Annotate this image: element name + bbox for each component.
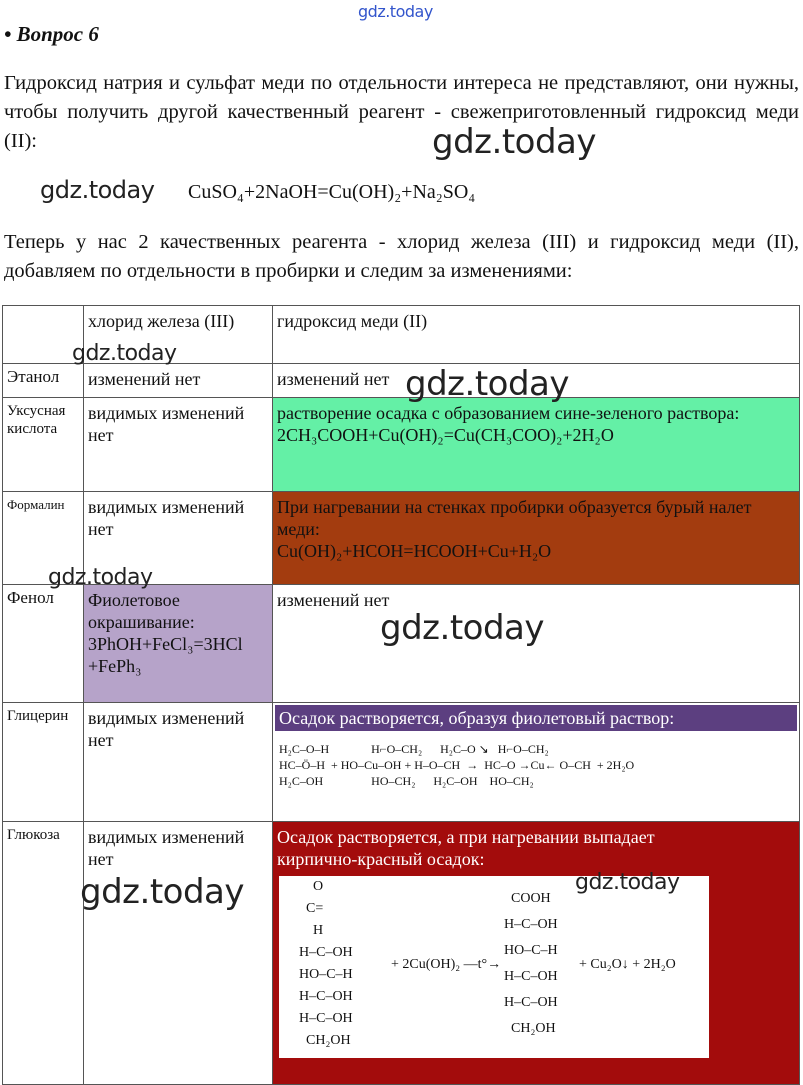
row-label: Формалин [3, 492, 84, 585]
row-label: Этанол [3, 364, 84, 398]
watermark: gdz.today [48, 565, 153, 590]
cell [273, 822, 800, 1085]
row-label: Глюкоза [3, 822, 84, 1085]
cell: изменений нет [84, 364, 273, 398]
watermark: gdz.today [80, 872, 244, 912]
cell [273, 398, 800, 492]
cell [84, 585, 273, 703]
paragraph-reagents: Теперь у нас 2 качественных реагента - хлорид железа (III) и гидроксид меди (II), добавляем по отдельности в пробирки и следим за изменениями: [4, 231, 799, 282]
results-table [2, 305, 800, 1085]
watermark: gdz.today [380, 608, 544, 648]
cell-text: При нагревании на стенках пробирки образуется бурый налет меди: [277, 497, 752, 539]
header-fecl3: хлорид железа (III) [84, 306, 273, 364]
watermark: gdz.today [432, 122, 596, 162]
cell [273, 492, 800, 585]
products: + Cu₂O↓ + 2H₂O [579, 957, 676, 972]
watermark: gdz.today [405, 364, 569, 404]
cell [273, 703, 800, 822]
equation: 3PhOH+FeCl₃=3HCl +FePh₃ [88, 634, 243, 676]
cell-text: Фиолетовое окрашивание: [88, 590, 195, 632]
watermark: gdz.today [72, 341, 177, 366]
paragraph-intro: Гидроксид натрия и сульфат меди по отдельности интереса не представляют, они нужны, чтобы получить другой качественный реагент - свежеприготовленный гидроксид меди (II): [4, 72, 799, 152]
cell: видимых изменений нет [84, 822, 273, 1085]
reagent: + 2Cu(OH)₂ —t°→ [391, 957, 502, 972]
watermark: gdz.today [358, 2, 433, 21]
cell: видимых изменений нет [84, 703, 273, 822]
row-label: Глицерин [3, 703, 84, 822]
row-label: Фенол [3, 585, 84, 703]
gluconic-acid-structure: COOH H–C–OH HO–C–H H–C–OH H–C–OH CH₂OH [504, 891, 558, 1036]
page-title: • Вопрос 6 [4, 22, 99, 46]
cell-text: Осадок растворяется, образуя фиолетовый раствор: [275, 705, 797, 731]
glucose-structure: O C= H H–C–OH HO–C–H H–C–OH H–C–OH CH₂OH [299, 879, 353, 1048]
cell: изменений нет [273, 585, 800, 703]
glucose-reaction-scheme [279, 870, 709, 1058]
cell-text: Осадок растворяется, а при нагревании выпадает кирпично-красный осадок: [277, 827, 655, 869]
equation: 2CH₃COOH+Cu(OH)₂=Cu(CH₃COO)₂+2H₂O [277, 425, 614, 445]
equation: Cu(OH)₂+HCOH=HCOOH+Cu+H₂O [277, 541, 552, 561]
cell: видимых изменений нет [84, 492, 273, 585]
watermark: gdz.today [40, 176, 155, 204]
row-label: Уксусная кислота [3, 398, 84, 492]
cell: изменений нет [273, 364, 800, 398]
header-cuoh2: гидроксид меди (II) [273, 306, 800, 364]
glycerol-reaction-scheme: H₂C–O–H H⌐O–CH₂ H₂C–O ↘ H⌐O–CH₂ HC–Ö–H + HO–Cu–OH + H–O–CH → HC–O →Cu← O–CH + 2H₂O H₂C–OH HO–CH₂ H₂C–OH HO–CH₂ [279, 742, 635, 788]
watermark: gdz.today [575, 870, 680, 895]
equation-cuoh2: CuSO₄+2NaOH=Cu(OH)₂+Na₂SO₄ [188, 181, 476, 203]
cell: видимых изменений нет [84, 398, 273, 492]
cell-text: растворение осадка с образованием сине-зеленого раствора: [277, 403, 740, 423]
